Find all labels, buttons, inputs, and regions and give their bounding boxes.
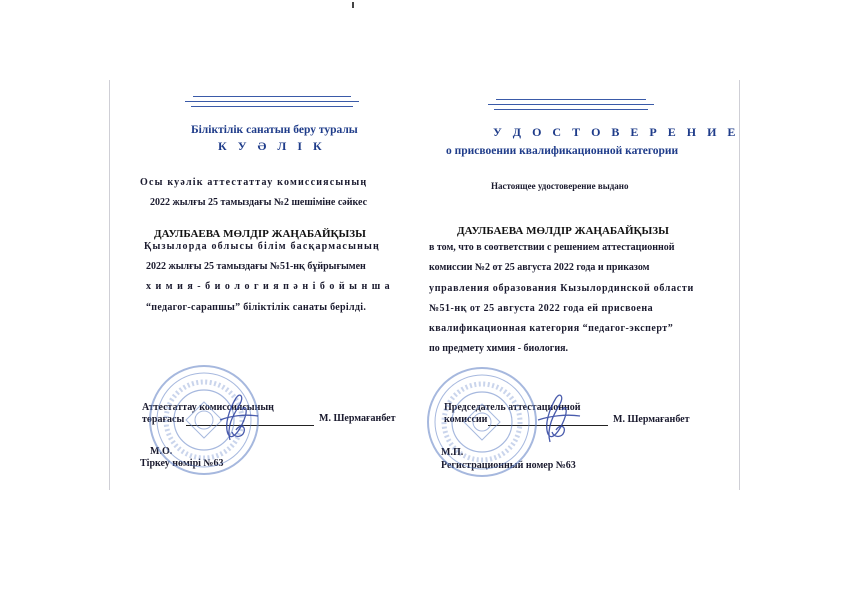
right-sign-label2: комиссии (444, 414, 488, 425)
right-rule-2 (488, 104, 654, 105)
right-seal-label: М.П. (441, 447, 464, 458)
left-reg-number: Тіркеу нөмірі №63 (140, 458, 224, 469)
left-title: Біліктілік санатын беру туралы (191, 124, 358, 136)
page-edge-left (109, 80, 110, 490)
left-subtitle: К У Ә Л І К (218, 139, 326, 153)
left-intro-line1: Осы куәлік аттестаттау комиссиясының (140, 177, 368, 188)
left-body-line4: “педагог-сарапшы” біліктілік санаты берілді. (146, 302, 367, 313)
right-rule-1 (496, 99, 646, 100)
right-body-line1: в том, что в соответствии с решением аттестационной (429, 242, 675, 253)
left-sign-label1: Аттестаттау комиссиясының (142, 402, 274, 413)
left-rule-2 (185, 101, 359, 102)
left-signer-name: М. Шермағанбет (319, 413, 396, 424)
right-subtitle: о присвоении квалификационной категории (446, 145, 679, 157)
right-issued-to: Настоящее удостоверение выдано (491, 181, 629, 191)
right-signer-name: М. Шермағанбет (613, 414, 690, 425)
left-body-line3: х и м и я - б и о л о г и я п ә н і б о й ы н ш а (146, 281, 391, 292)
right-recipient-name: ДАУЛБАЕВА МӨЛДІР ЖАҢАБАЙҚЫЗЫ (457, 225, 669, 237)
right-sign-label1: Председатель аттестационной (444, 402, 581, 413)
left-intro-line2: 2022 жылғы 25 тамыздағы №2 шешіміне сәйкес (150, 197, 368, 208)
left-seal-label: М.О. (150, 446, 173, 457)
right-body-line2: комиссии №2 от 25 августа 2022 года и приказом (429, 262, 650, 273)
left-recipient-name: ДАУЛБАЕВА МӨЛДІР ЖАҢАБАЙҚЫЗЫ (154, 228, 366, 240)
left-body-line2: 2022 жылғы 25 тамыздағы №51-нқ бұйрығымен (146, 261, 366, 272)
right-reg-number: Регистрационный номер №63 (441, 460, 576, 471)
left-rule-1 (193, 96, 351, 97)
right-body-line6: по предмету химия - биология. (429, 343, 569, 354)
right-rule-3 (494, 109, 648, 110)
left-signature-icon (200, 386, 270, 446)
right-title: У Д О С Т О В Е Р Е Н И Е (493, 125, 740, 139)
right-body-line5: квалификационная категория “педагог-эксперт” (429, 323, 674, 334)
right-body-line3: управления образования Кызылординской области (429, 283, 694, 294)
page-edge-right (739, 80, 740, 490)
right-signature-icon (520, 384, 590, 448)
left-sign-label2: төрағасы (142, 414, 185, 425)
left-body-line1: Қызылорда облысы білім басқармасының (144, 241, 381, 252)
left-rule-3 (191, 106, 353, 107)
scan-mark (352, 2, 354, 8)
right-body-line4: №51-нқ от 25 августа 2022 года ей присвоена (429, 303, 654, 314)
